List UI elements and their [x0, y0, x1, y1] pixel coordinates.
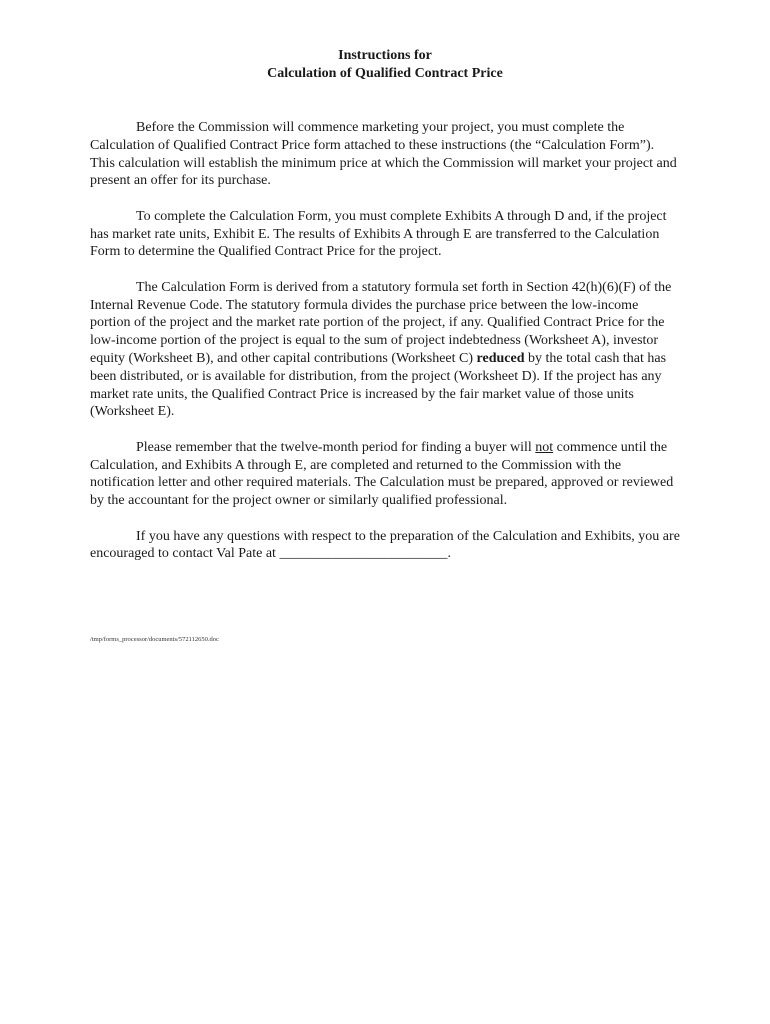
- paragraph-statutory-formula: [90, 279, 682, 421]
- paragraph-twelve-month-text-a: Please remember that the twelve-month period for finding a buyer will: [136, 439, 536, 455]
- paragraph-exhibits: To complete the Calculation Form, you must complete Exhibits A through D and, if the project has market rate units, Exhibit E. The results of Exhibits A through E are transferred to the Calculation Form to determine the Qualified Contract Price for the project.: [90, 208, 667, 260]
- paragraph-contact: If you have any questions with respect to the preparation of the Calculation and Exhibits, you are encouraged to contact Val Pate at ________________________.: [90, 528, 680, 562]
- title-line-1: Instructions for: [338, 48, 432, 63]
- paragraph-twelve-month-text-b: commence until the Calculation, and Exhibits A through E, are completed and returned to the Commission with the notification letter and other required materials. The Calculation must be prepared, approved or reviewed by the accountant for the project owner or similarly qualified professional.: [90, 439, 674, 509]
- document-title: [0, 47, 770, 83]
- title-line-2: Calculation of Qualified Contract Price: [267, 66, 503, 81]
- document-body: [90, 119, 682, 581]
- paragraph-twelve-month: [90, 439, 682, 510]
- paragraph-statutory-text-a: The Calculation Form is derived from a statutory formula set forth in Section 42(h)(6)(F) of the Internal Revenue Code. The statutory formula divides the purchase price between the low-income portion of the project and the market rate portion of the project, if any. Qualified Contract Price for the low-income portion of the project is equal to the sum of project indebtedness (Worksheet A), investor equity (Worksheet B), and other capital contributions (Worksheet C): [90, 279, 672, 366]
- paragraph-intro: Before the Commission will commence marketing your project, you must complete the Calculation of Qualified Contract Price form attached to these instructions (the “Calculation Form”). This calculation will establish the minimum price at which the Commission will market your project and present an offer for its purchase.: [90, 120, 677, 189]
- footer-file-path: /tmp/forms_processor/documents/572112650.doc: [90, 636, 219, 643]
- emphasis-reduced: reduced: [476, 350, 525, 366]
- paragraph-statutory-text-b: by the total cash that has been distributed, or is available for distribution, from the project (Worksheet D). If the project has any market rate units, the Qualified Contract Price is increased by the fair market value of those units (Worksheet E).: [90, 350, 667, 420]
- emphasis-not: not: [535, 439, 554, 455]
